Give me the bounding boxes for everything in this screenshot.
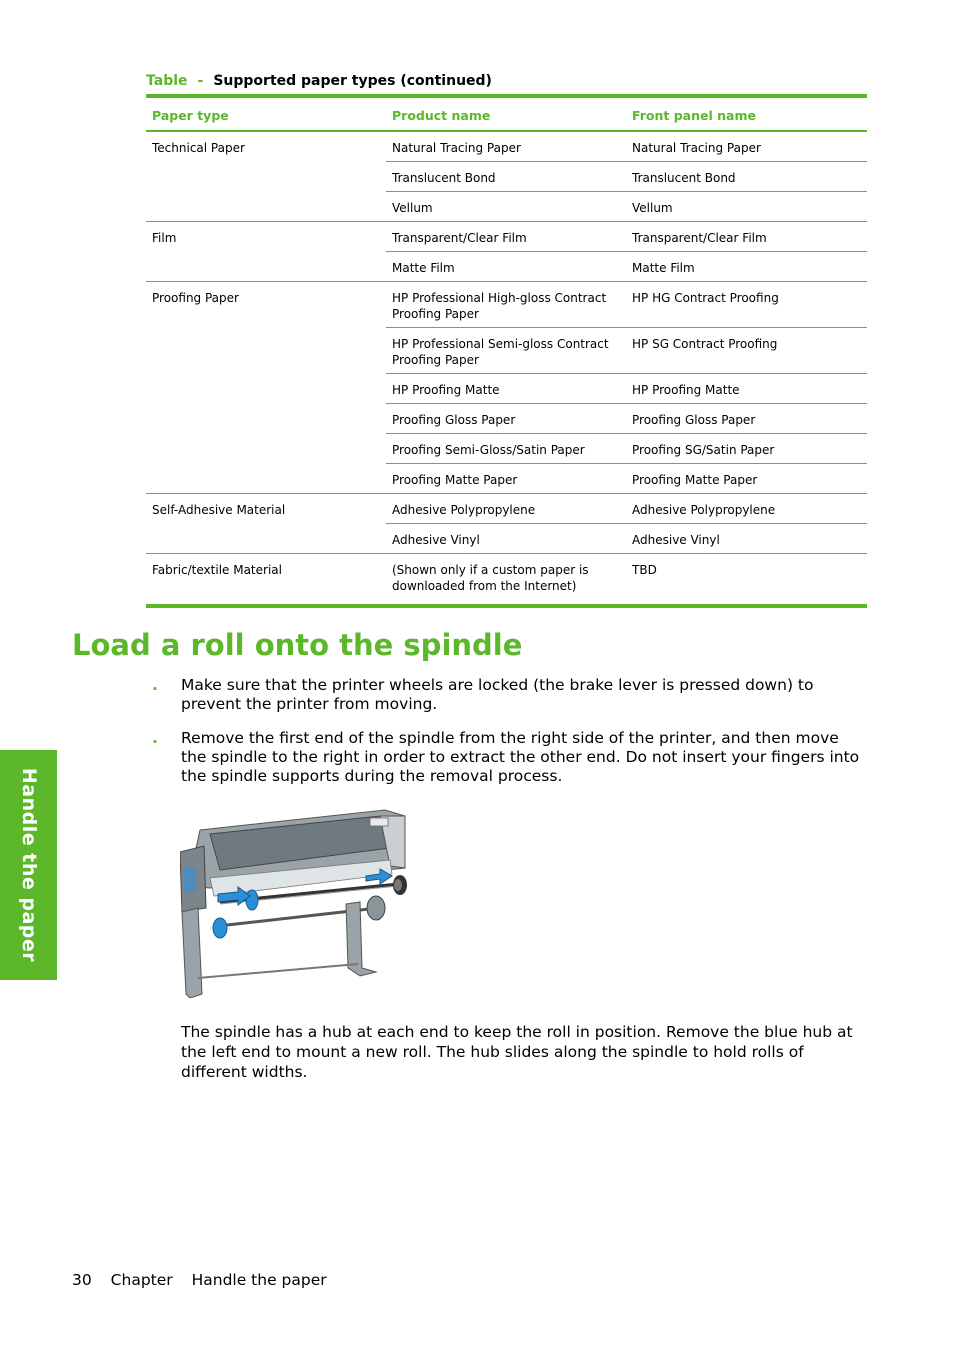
table-row <box>146 222 867 252</box>
body-paragraph: The spindle has a hub at each end to keep the roll in position. Remove the blue hub at the left end to mount a new roll. The hub slides along the spindle to hold rolls of different widths. <box>181 1023 853 1081</box>
printer-spindle-illustration <box>180 808 412 998</box>
caption-label: Table <box>146 73 188 89</box>
cell-front-panel-name: HP SG Contract Proofing <box>626 328 867 374</box>
instruction-list <box>152 676 868 801</box>
cell-paper-type: Proofing Paper <box>146 282 386 494</box>
cell-product-name: HP Professional Semi-gloss Contract Proofing Paper <box>386 328 626 374</box>
cell-product-name: Proofing Gloss Paper <box>386 404 626 434</box>
table-row <box>146 282 867 328</box>
bullet-marker: . <box>152 729 158 747</box>
table-row <box>146 554 867 607</box>
bullet-text: Make sure that the printer wheels are locked (the brake lever is pressed down) to prevent the printer from moving. <box>181 676 814 713</box>
bullet-text: Remove the first end of the spindle from the right side of the printer, and then move the spindle to the right in order to extract the other end. Do not insert your fingers into the spindle supports during the removal process. <box>181 729 860 785</box>
header-product-name: Product name <box>386 96 626 131</box>
side-tab-label: Handle the paper <box>17 767 40 963</box>
cell-product-name: Vellum <box>386 192 626 222</box>
cell-paper-type: Technical Paper <box>146 131 386 222</box>
bullet-marker: . <box>152 676 158 694</box>
header-paper-type: Paper type <box>146 96 386 131</box>
cell-front-panel-name: HP Proofing Matte <box>626 374 867 404</box>
cell-front-panel-name: Proofing Matte Paper <box>626 464 867 494</box>
cell-product-name: HP Professional High-gloss Contract Proofing Paper <box>386 282 626 328</box>
cell-product-name: Proofing Matte Paper <box>386 464 626 494</box>
cell-front-panel-name: Transparent/Clear Film <box>626 222 867 252</box>
cell-product-name: Adhesive Polypropylene <box>386 494 626 524</box>
table-row <box>146 494 867 524</box>
cell-front-panel-name: Proofing SG/Satin Paper <box>626 434 867 464</box>
cell-front-panel-name: Natural Tracing Paper <box>626 131 867 162</box>
table-header-row <box>146 96 867 131</box>
caption-dash: - <box>197 73 204 89</box>
footer-section: Handle the paper <box>191 1271 327 1289</box>
cell-paper-type: Fabric/textile Material <box>152 563 282 577</box>
table-caption <box>146 73 492 89</box>
header-front-panel-name: Front panel name <box>626 96 867 131</box>
cell-front-panel-name: Proofing Gloss Paper <box>626 404 867 434</box>
printer-illustration-svg <box>180 808 412 998</box>
list-item <box>152 676 868 714</box>
cell-paper-type: Self-Adhesive Material <box>146 494 386 554</box>
section-heading: Load a roll onto the spindle <box>72 628 523 662</box>
cell-front-panel-name: Vellum <box>626 192 867 222</box>
cell-product-name: Matte Film <box>386 252 626 282</box>
cell-product-name: Proofing Semi-Gloss/Satin Paper <box>386 434 626 464</box>
table-row <box>146 131 867 162</box>
cell-front-panel-name: Translucent Bond <box>626 162 867 192</box>
cell-product-name: Adhesive Vinyl <box>386 524 626 554</box>
page-footer <box>72 1271 341 1289</box>
cell-front-panel-name: Adhesive Polypropylene <box>626 494 867 524</box>
paper-types-table <box>146 94 867 608</box>
cell-front-panel-name: Adhesive Vinyl <box>626 524 867 554</box>
cell-product-name: Translucent Bond <box>386 162 626 192</box>
cell-product-name: HP Proofing Matte <box>386 374 626 404</box>
page-number: 30 <box>72 1271 92 1289</box>
cell-front-panel-name: HP HG Contract Proofing <box>626 282 867 328</box>
footer-chapter: Chapter <box>110 1271 173 1289</box>
list-item <box>152 729 868 786</box>
cell-product-name: Natural Tracing Paper <box>386 131 626 162</box>
caption-title: Supported paper types (continued) <box>213 73 492 89</box>
cell-product-name: (Shown only if a custom paper is downloaded from the Internet) <box>392 563 589 593</box>
chapter-side-tab <box>0 750 57 980</box>
cell-product-name: Transparent/Clear Film <box>386 222 626 252</box>
cell-front-panel-name: TBD <box>632 563 657 577</box>
cell-front-panel-name: Matte Film <box>626 252 867 282</box>
cell-paper-type: Film <box>146 222 386 282</box>
